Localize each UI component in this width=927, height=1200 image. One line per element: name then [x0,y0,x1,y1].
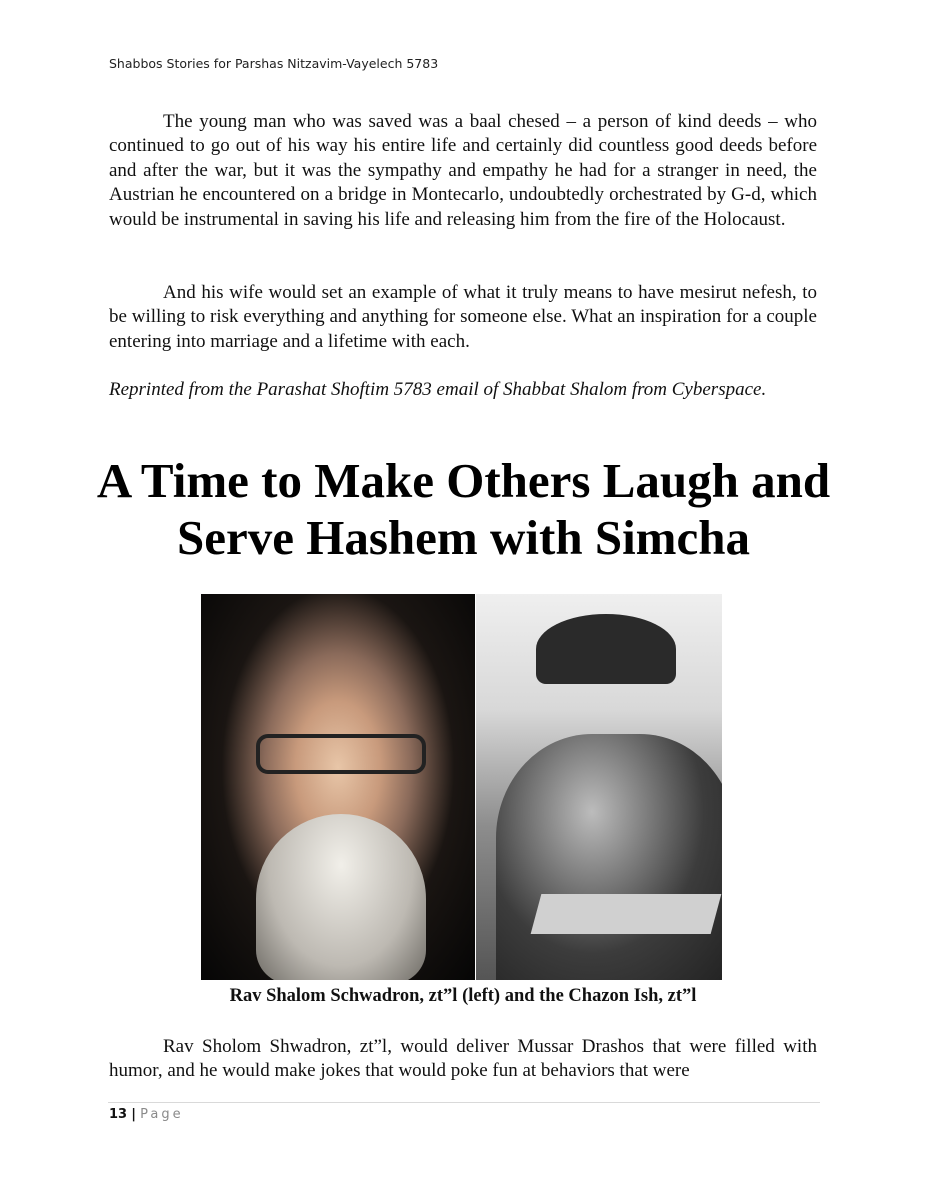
photo-caption: Rav Shalom Schwadron, zt”l (left) and the Chazon Ish, zt”l [229,986,697,1006]
footer-separator: | [131,1107,136,1122]
source-note: Reprinted from the Parashat Shoftim 5783 email of Shabbat Shalom from Cyberspace. [109,379,767,400]
page-footer [109,1107,184,1122]
article-body [109,1035,817,1084]
photo-rav-schwadron [201,594,475,980]
photo-chazon-ish [476,594,722,980]
running-header: Shabbos Stories for Parshas Nitzavim-Vayelech 5783 [109,56,439,71]
paragraph-text: The young man who was saved was a baal chesed – a person of kind deeds – who continued to go out of his way his entire life and certainly did countless good deeds before and after the war, but it was the sympathy and empathy he had for a stranger in need, the Austrian he encountered on a bridge in Montecarlo, undoubtedly orchestrated by G-d, which would be instrumental in saving his life and releasing him from the fire of the Holocaust. [109,111,817,230]
paragraph [109,110,817,232]
page-number: 13 [109,1107,128,1122]
paragraph-text: And his wife would set an example of what it truly means to have mesirut nefesh, to be willing to risk everything and anything for someone else. What an inspiration for a couple entering into marriage and a lifetime with each. [109,282,817,352]
paragraph [109,281,817,354]
article-title: A Time to Make Others Laugh and Serve Hashem with Simcha [96,453,831,565]
page-label: Page [140,1107,184,1122]
footer-divider [108,1102,820,1103]
paragraph-text: Rav Sholom Shwadron, zt”l, would deliver Mussar Drashos that were filled with humor, and he would make jokes that would poke fun at behaviors that were [109,1036,817,1082]
